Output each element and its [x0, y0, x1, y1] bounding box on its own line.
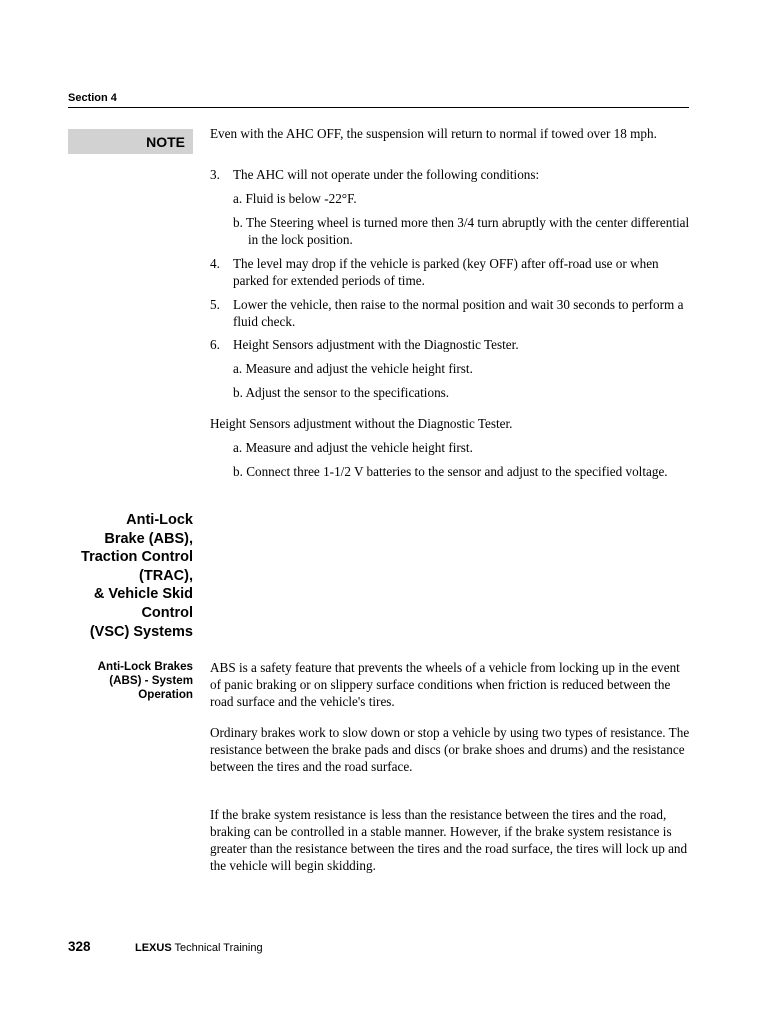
section-heading-line: (VSC) Systems: [89, 623, 193, 640]
item-3b: [210, 214, 692, 248]
item-3-text: The AHC will not operate under the following conditions:: [233, 167, 540, 182]
sub-heading-line: Anti-Lock Brakes: [97, 660, 193, 673]
section-label: Section 4: [68, 92, 117, 104]
without-tester: [210, 415, 692, 432]
abs-paragraph-2-text: Ordinary brakes work to slow down or stop a vehicle by using two types of resistance. The resistance between the brake pads and discs (or brake shoes and drums) and the resistance between the tires and the road surface.: [210, 725, 690, 774]
without-b: [210, 463, 692, 480]
sub-heading: [60, 660, 193, 702]
item-3a: [210, 190, 692, 207]
section-heading-line: & Vehicle Skid: [93, 586, 193, 603]
section-heading-line: Anti-Lock: [126, 512, 193, 528]
section-heading-line: Control: [141, 604, 193, 621]
item-4-number: 4.: [210, 256, 220, 271]
without-tester-text: Height Sensors adjustment without the Diagnostic Tester.: [210, 416, 513, 431]
sub-heading-line: Operation: [138, 688, 193, 701]
item-5-text: Lower the vehicle, then raise to the normal position and wait 30 seconds to perform a fluid check.: [233, 297, 684, 329]
abs-paragraph-3: [210, 806, 692, 874]
page-number: 328: [68, 939, 91, 954]
item-6b: [210, 384, 692, 401]
abs-paragraph-3-text: If the brake system resistance is less than the resistance between the tires and the road, braking can be controlled in a stable manner. However, if the brake system resistance is greater than the resistance between the tires and the road surface, the tires will lock up and the vehicle will begin skidding.: [210, 807, 688, 873]
item-5: [210, 296, 692, 330]
item-4-text: The level may drop if the vehicle is parked (key OFF) after off-road use or when parked for extended periods of time.: [233, 256, 659, 288]
section-heading: [50, 511, 193, 641]
item-3a-text: a. Fluid is below -22°F.: [233, 191, 357, 206]
item-6-number: 6.: [210, 337, 220, 352]
item-6a: [210, 360, 692, 377]
note-label-box: [68, 129, 193, 154]
abs-paragraph-1-text: ABS is a safety feature that prevents the wheels of a vehicle from locking up in the event of panic braking or on slippery surface conditions when friction is reduced between the road surface and the vehicle's tires.: [210, 660, 680, 709]
footer-brand: [135, 942, 263, 954]
item-4: [210, 255, 692, 289]
abs-paragraph-2: [210, 724, 692, 775]
abs-paragraph-1: [210, 659, 692, 710]
item-3-number: 3.: [210, 167, 220, 182]
note-content: [210, 125, 692, 142]
header-rule: [68, 107, 689, 108]
item-3: [210, 166, 692, 183]
section-heading-line: Brake (ABS),: [104, 530, 193, 547]
without-b-text: b. Connect three 1-1/2 V batteries to the sensor and adjust to the specified voltage.: [233, 464, 668, 479]
note-label: NOTE: [146, 133, 185, 150]
sub-heading-line: (ABS) - System: [109, 674, 193, 687]
section-heading-line: (TRAC),: [139, 567, 193, 584]
item-5-number: 5.: [210, 297, 220, 312]
note-text: Even with the AHC OFF, the suspension will return to normal if towed over 18 mph.: [210, 126, 657, 141]
footer-brand-name: LEXUS: [135, 942, 172, 954]
item-6-text: Height Sensors adjustment with the Diagnostic Tester.: [233, 337, 519, 352]
item-6a-text: a. Measure and adjust the vehicle height first.: [233, 361, 473, 376]
item-3b-text: b. The Steering wheel is turned more then 3/4 turn abruptly with the center differential in the lock position.: [233, 215, 690, 247]
without-a: [210, 439, 692, 456]
footer-brand-training: Technical Training: [174, 942, 263, 954]
item-6b-text: b. Adjust the sensor to the specifications.: [233, 385, 450, 400]
item-6: [210, 336, 692, 353]
section-heading-line: Traction Control: [81, 549, 193, 566]
without-a-text: a. Measure and adjust the vehicle height first.: [233, 440, 473, 455]
